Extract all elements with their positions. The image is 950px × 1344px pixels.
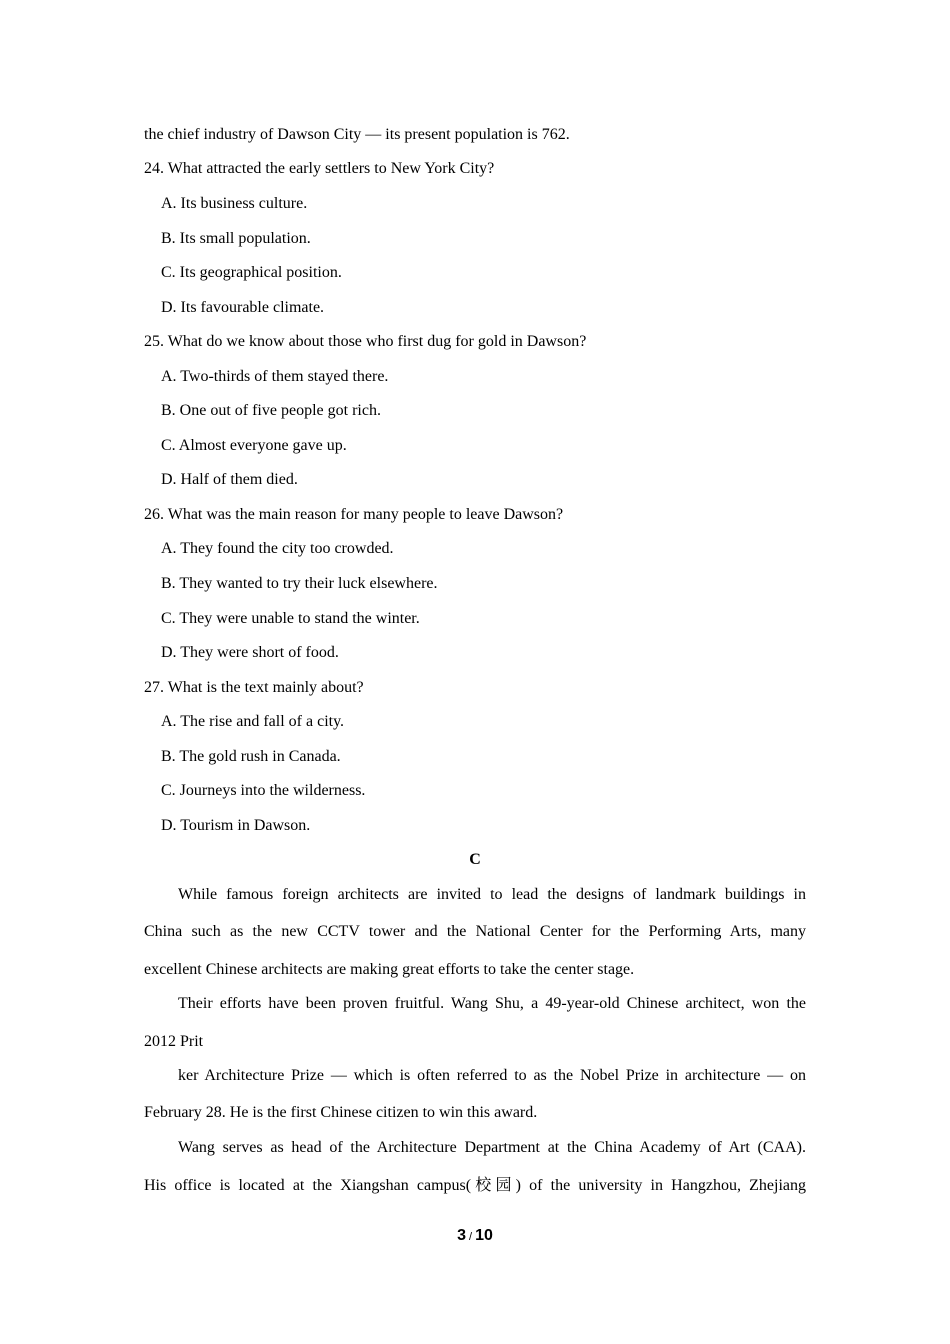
question-24-option-c: C. Its geographical position.: [161, 264, 342, 281]
passage-b-closing-line: the chief industry of Dawson City — its present population is 762.: [144, 126, 570, 143]
total-page-count: 10: [475, 1227, 493, 1244]
section-c-heading: C: [469, 851, 481, 868]
question-27-option-d: D. Tourism in Dawson.: [161, 817, 311, 834]
question-26-option-d: D. They were short of food.: [161, 644, 339, 661]
section-c-paragraph-2-line-2: 2012 Prit: [144, 1033, 204, 1050]
question-26-stem: 26. What was the main reason for many people to leave Dawson?: [144, 506, 564, 523]
page-number-separator: /: [469, 1231, 473, 1243]
section-c-paragraph-2-line-1: Their efforts have been proven fruitful. Wang Shu, a 49-year-old Chinese architect, won the: [178, 995, 806, 1012]
question-27-option-c: C. Journeys into the wilderness.: [161, 782, 366, 799]
question-25-option-d: D. Half of them died.: [161, 471, 298, 488]
section-c-paragraph-3-line-2: February 28. He is the first Chinese citizen to win this award.: [144, 1104, 538, 1121]
question-25-option-a: A. Two-thirds of them stayed there.: [161, 368, 389, 385]
current-page-number: 3: [457, 1227, 467, 1244]
question-27-stem: 27. What is the text mainly about?: [144, 679, 364, 696]
section-c-paragraph-1-line-2: China such as the new CCTV tower and the National Center for the Performing Arts, many: [144, 923, 806, 940]
question-27-option-b: B. The gold rush in Canada.: [161, 748, 341, 765]
section-c-paragraph-1-line-3: excellent Chinese architects are making great efforts to take the center stage.: [144, 961, 635, 978]
question-25-stem: 25. What do we know about those who first dug for gold in Dawson?: [144, 333, 587, 350]
section-c-paragraph-3-line-1: ker Architecture Prize — which is often referred to as the Nobel Prize in architecture — on: [178, 1067, 806, 1084]
question-26-option-a: A. They found the city too crowded.: [161, 540, 394, 557]
question-25-option-b: B. One out of five people got rich.: [161, 402, 381, 419]
section-c-paragraph-4-line-2: His office is located at the Xiangshan campus(校园) of the university in Hangzhou, Zhejiang: [144, 1177, 806, 1194]
question-24-stem: 24. What attracted the early settlers to New York City?: [144, 160, 495, 177]
question-24-option-a: A. Its business culture.: [161, 195, 308, 212]
question-27-option-a: A. The rise and fall of a city.: [161, 713, 345, 730]
section-c-paragraph-1-line-1: While famous foreign architects are invited to lead the designs of landmark buildings in: [178, 886, 806, 903]
question-25-option-c: C. Almost everyone gave up.: [161, 437, 347, 454]
page-number: [0, 1226, 950, 1247]
question-24-option-b: B. Its small population.: [161, 230, 311, 247]
question-26-option-b: B. They wanted to try their luck elsewhere.: [161, 575, 438, 592]
question-24-option-d: D. Its favourable climate.: [161, 299, 325, 316]
question-26-option-c: C. They were unable to stand the winter.: [161, 610, 420, 627]
section-c-paragraph-4-line-1: Wang serves as head of the Architecture Department at the China Academy of Art (CAA).: [178, 1139, 806, 1156]
